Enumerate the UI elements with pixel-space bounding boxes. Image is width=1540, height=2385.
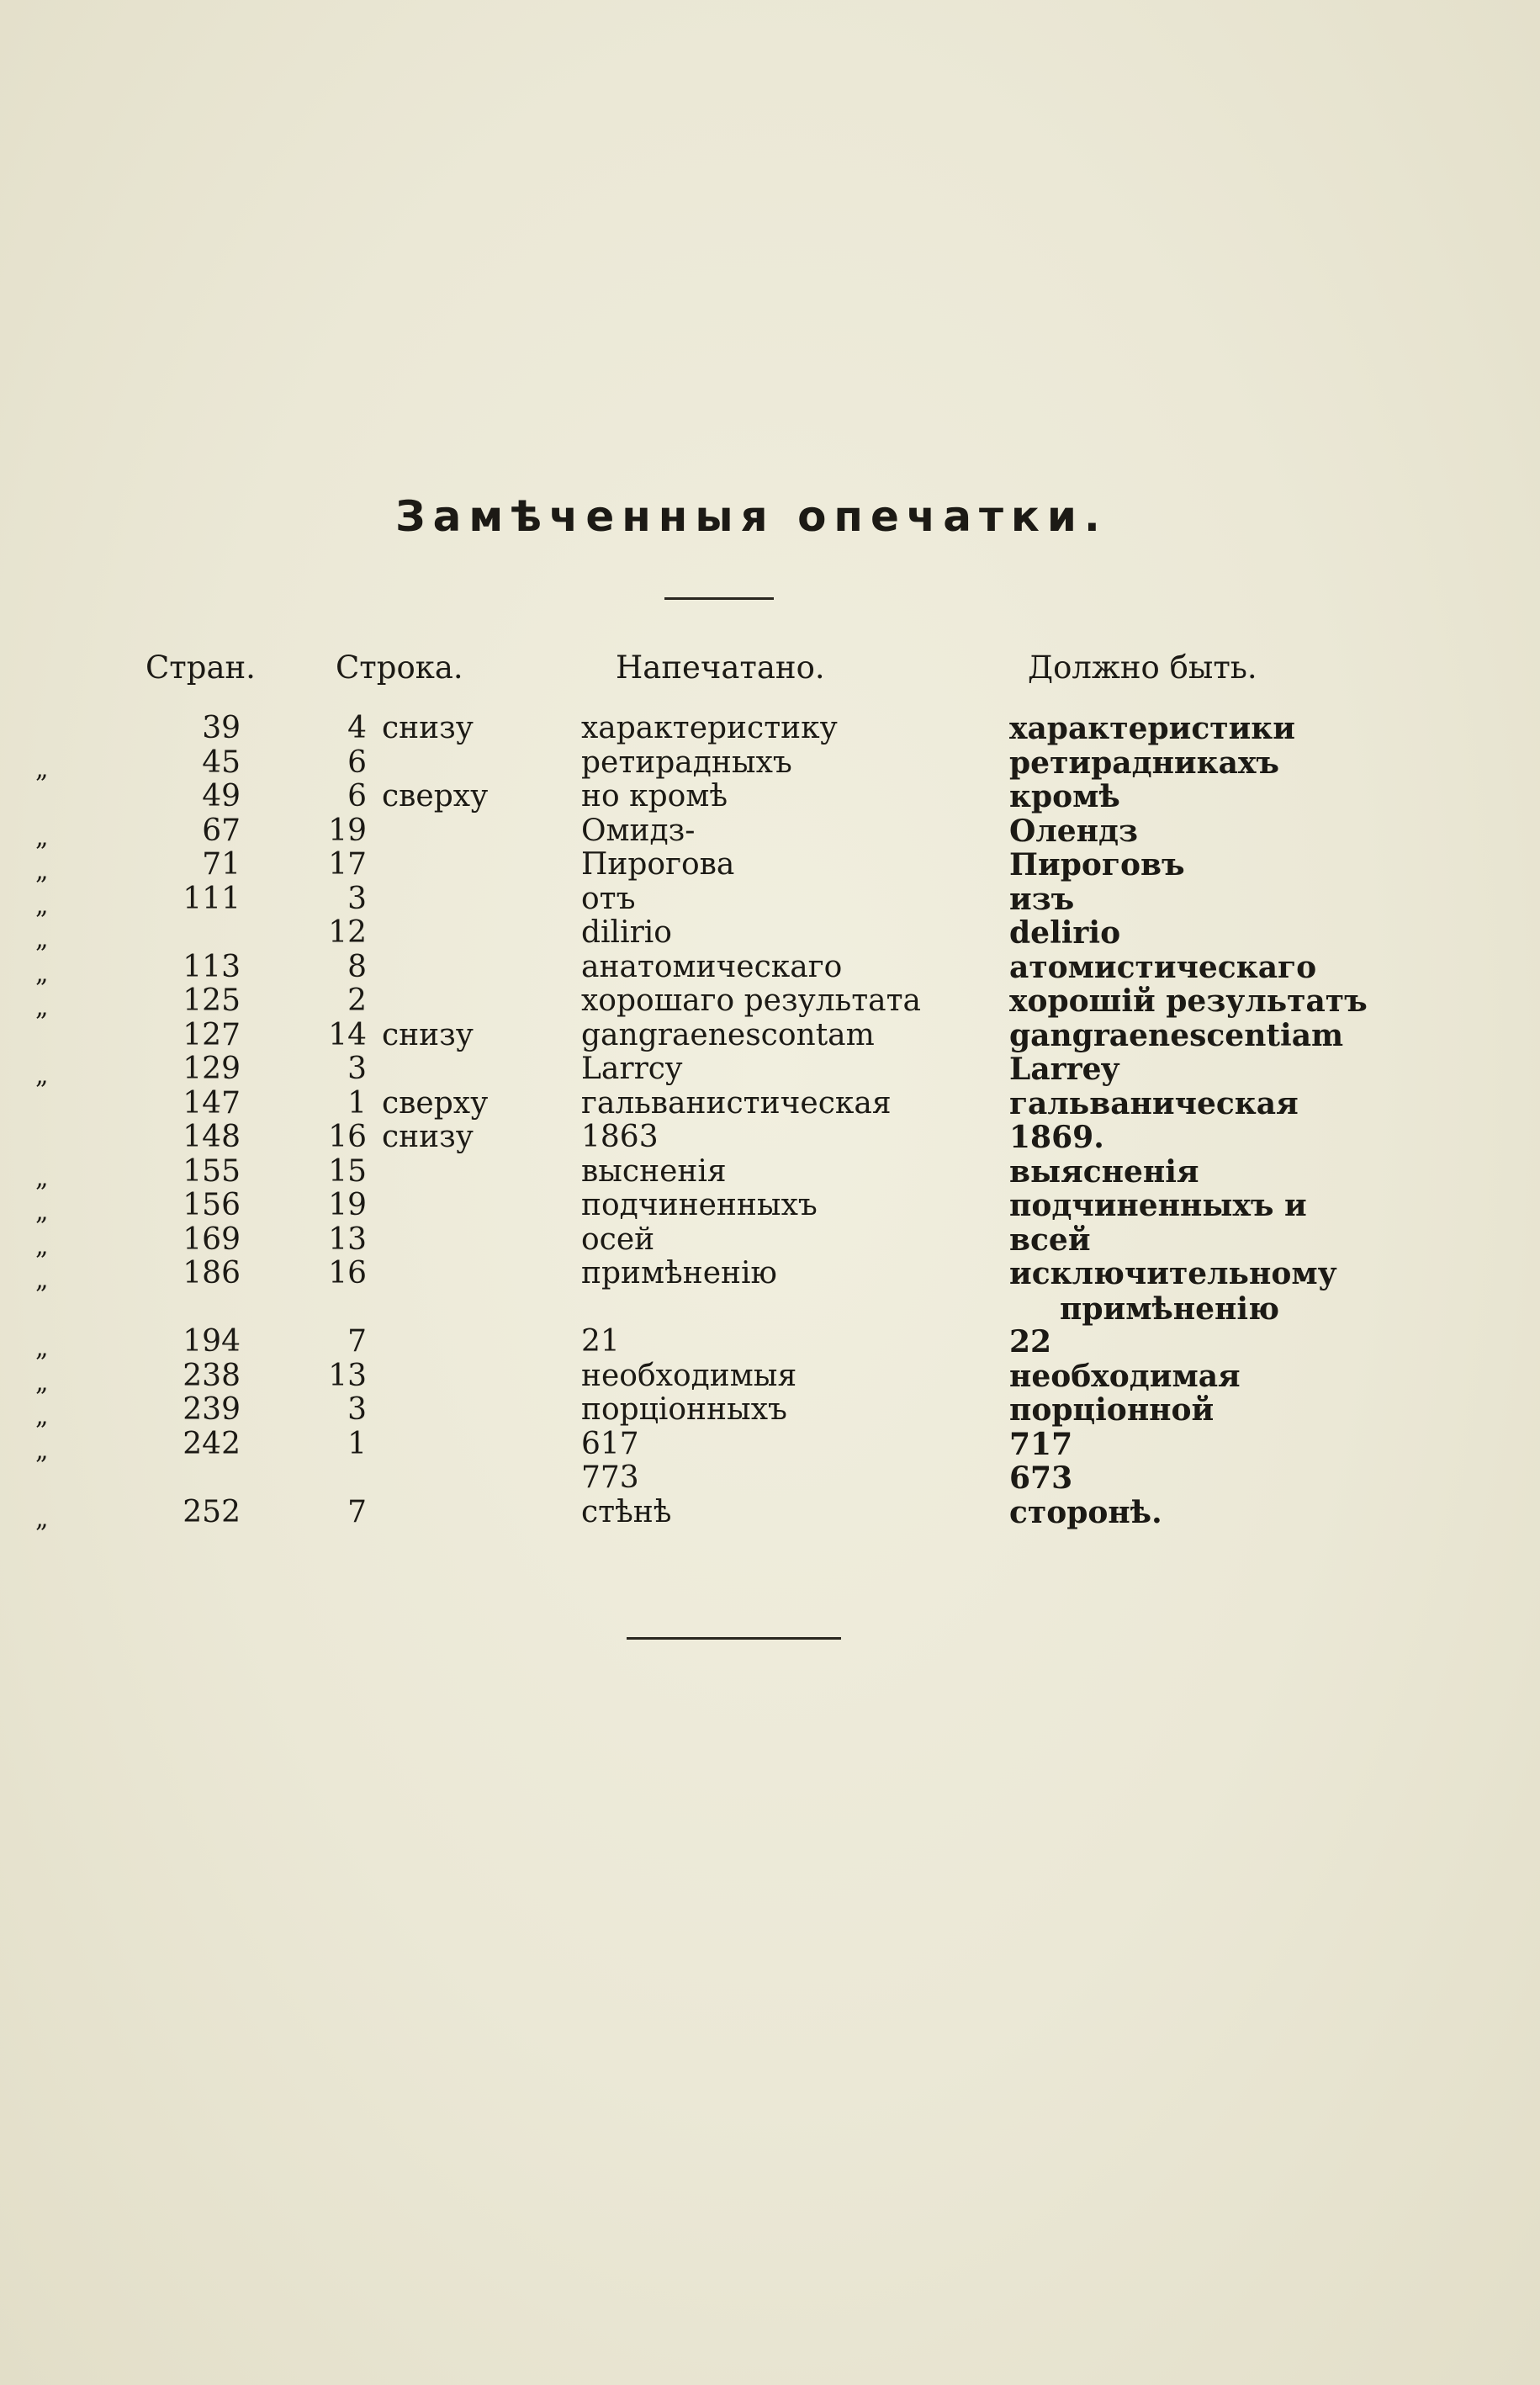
line-direction: „: [35, 958, 49, 988]
correct-text-line: примѣненію: [1060, 1291, 1279, 1327]
errata-row: [0, 779, 1540, 814]
line-direction: сверху: [382, 779, 489, 814]
errata-row: [0, 1494, 1540, 1534]
printed-text: 617: [581, 1426, 639, 1461]
correct-text-line: 673: [1009, 1460, 1073, 1496]
printed-text: Пирогова: [581, 847, 735, 882]
page-number: 49: [202, 779, 241, 814]
correct-text-line: гальваническая: [1009, 1085, 1299, 1121]
line-direction: „: [35, 1402, 49, 1431]
errata-table: [0, 711, 1540, 1534]
line-number: 16: [328, 1120, 367, 1154]
correct-text-line: необходимая: [1009, 1358, 1241, 1394]
line-direction: снизу: [382, 711, 474, 745]
printed-text: dilirio: [581, 915, 672, 950]
line-number: 8: [347, 949, 367, 984]
printed-text: стѣнѣ: [581, 1494, 672, 1529]
correct-text: [1009, 1324, 1051, 1359]
correct-text-line: подчиненныхъ и: [1009, 1188, 1307, 1223]
errata-row: [0, 915, 1540, 954]
printed-text: характеристику: [581, 711, 838, 745]
printed-text: Омидз-: [581, 813, 696, 848]
correct-text-line: 22: [1009, 1324, 1052, 1359]
page-number: 111: [183, 881, 241, 916]
correct-text: [1009, 1222, 1091, 1258]
errata-row: [0, 813, 1540, 852]
errata-row: [0, 847, 1540, 886]
page-number: 127: [183, 1017, 241, 1052]
correct-text-line: хорошій результатъ: [1009, 983, 1368, 1019]
line-number: 3: [347, 1392, 367, 1427]
line-number: 7: [347, 1324, 367, 1359]
line-number: 1: [347, 1085, 367, 1121]
line-number: 17: [328, 847, 367, 882]
page-number: 71: [202, 847, 241, 882]
printed-text: осей: [581, 1222, 655, 1257]
page-number: 155: [183, 1153, 241, 1189]
page-number: 45: [202, 745, 241, 780]
errata-row: [0, 1188, 1540, 1227]
line-number: 16: [328, 1256, 367, 1291]
errata-row: [0, 881, 1540, 920]
page-number: 156: [183, 1188, 241, 1222]
line-direction: „: [35, 1265, 49, 1295]
line-number: 6: [347, 745, 367, 780]
correct-text: [1009, 1460, 1072, 1496]
correct-text: [1009, 882, 1074, 917]
correct-text: [1009, 814, 1138, 849]
errata-row: [0, 1358, 1540, 1397]
page-number: 238: [183, 1358, 241, 1393]
correct-text: [1009, 1392, 1214, 1428]
correct-text: [1009, 779, 1120, 814]
correct-text: [1009, 1052, 1119, 1087]
correct-text-line: кромѣ: [1009, 779, 1120, 814]
printed-text: хорошаго результата: [581, 983, 921, 1018]
header-line: Строка.: [336, 649, 463, 686]
line-direction: снизу: [382, 1017, 474, 1052]
page-number: 113: [183, 949, 241, 984]
line-direction: сверху: [382, 1085, 489, 1121]
correct-text-line: ретирадникахъ: [1009, 745, 1280, 781]
line-direction: „: [35, 1435, 49, 1465]
page-number: 125: [183, 983, 241, 1018]
correct-text: [1009, 983, 1368, 1019]
printed-text: ретирадныхъ: [581, 745, 792, 780]
closing-rule: [627, 1637, 841, 1640]
correct-text-line: Пироговъ: [1009, 847, 1185, 882]
line-direction: „: [35, 1503, 49, 1534]
line-direction: „: [35, 925, 49, 954]
page-title: Замѣченныя опечатки.: [395, 492, 1108, 541]
page-number: 186: [183, 1256, 241, 1291]
errata-row: [0, 1460, 1540, 1495]
correct-text: [1009, 1154, 1199, 1190]
page-number: 67: [202, 813, 241, 848]
correct-text: [1009, 1359, 1241, 1394]
correct-text: [1009, 1256, 1337, 1327]
line-direction: снизу: [382, 1120, 474, 1154]
printed-text: высненія: [581, 1153, 727, 1189]
correct-text-line: атомистическаго: [1009, 949, 1317, 985]
line-number: 1: [347, 1426, 367, 1461]
correct-text: [1009, 1427, 1072, 1462]
line-number: 3: [347, 1052, 367, 1086]
correct-text: [1009, 1188, 1307, 1223]
printed-text: примѣненію: [581, 1256, 777, 1291]
correct-text: [1009, 1120, 1104, 1155]
errata-row: [0, 1153, 1540, 1193]
line-direction: „: [35, 1163, 49, 1193]
printed-text: необходимыя: [581, 1358, 797, 1393]
errata-row: [0, 1426, 1540, 1465]
printed-text: Larrcy: [581, 1052, 683, 1086]
printed-text: gangraenescontam: [581, 1017, 875, 1052]
printed-text: 1863: [581, 1120, 659, 1154]
printed-text: но кромѣ: [581, 779, 728, 814]
errata-row: [0, 1222, 1540, 1261]
header-printed: Напечатано.: [616, 649, 825, 686]
correct-text-line: 1869.: [1009, 1120, 1104, 1155]
correct-text: [1009, 745, 1279, 781]
printed-text: анатомическаго: [581, 949, 843, 984]
page-number: 239: [183, 1392, 241, 1427]
line-number: 15: [328, 1153, 367, 1189]
errata-row: [0, 1324, 1540, 1363]
line-direction: „: [35, 822, 49, 852]
page-number: 169: [183, 1222, 241, 1257]
correct-text: [1009, 915, 1120, 951]
printed-text: отъ: [581, 881, 636, 916]
line-direction: „: [35, 1367, 49, 1397]
page-number: 252: [183, 1494, 241, 1529]
correct-text-line: порціонной: [1009, 1392, 1215, 1428]
errata-row: [0, 1052, 1540, 1090]
correct-text-line: выясненія: [1009, 1153, 1199, 1190]
errata-row: [0, 949, 1540, 988]
correct-text-line: сторонѣ.: [1009, 1494, 1162, 1530]
printed-text: 21: [581, 1324, 620, 1359]
correct-text-line: Larrey: [1009, 1052, 1119, 1087]
correct-text-line: изъ: [1009, 881, 1075, 917]
correct-text: [1009, 1018, 1343, 1053]
line-number: 13: [328, 1358, 367, 1393]
header-page: Стран.: [146, 649, 256, 686]
errata-row: [0, 1392, 1540, 1431]
correct-text: [1009, 1495, 1162, 1530]
line-direction: „: [35, 856, 49, 886]
line-direction: „: [35, 1197, 49, 1227]
correct-text-line: Олендз: [1009, 813, 1138, 849]
line-number: 2: [347, 983, 367, 1018]
correct-text-line: delirio: [1009, 915, 1121, 951]
line-direction: „: [35, 1333, 49, 1363]
header-correct: Должно быть.: [1028, 649, 1257, 686]
correct-text: [1009, 1086, 1299, 1121]
line-direction: „: [35, 1231, 49, 1261]
correct-text: [1009, 847, 1185, 882]
page-number: 242: [183, 1426, 241, 1461]
errata-row: [0, 1086, 1540, 1121]
title-rule: [664, 597, 774, 600]
line-number: 7: [347, 1494, 367, 1529]
line-direction: „: [35, 993, 49, 1022]
printed-text: 773: [581, 1460, 639, 1495]
correct-text-line: 717: [1009, 1426, 1073, 1462]
page-number: 129: [183, 1052, 241, 1086]
printed-text: порціонныхъ: [581, 1392, 787, 1427]
page-number: 194: [183, 1324, 241, 1359]
printed-text: гальванистическая: [581, 1085, 892, 1121]
page-number: 39: [202, 711, 241, 745]
correct-text-line: характеристики: [1009, 711, 1295, 746]
line-direction: „: [35, 1061, 49, 1090]
line-number: 13: [328, 1222, 367, 1257]
correct-text-line: всей: [1009, 1222, 1091, 1258]
page-number: 147: [183, 1085, 241, 1121]
line-number: 4: [347, 711, 367, 745]
errata-row: [0, 745, 1540, 784]
correct-text: [1009, 950, 1316, 985]
line-number: 19: [328, 1188, 367, 1222]
errata-row: [0, 1120, 1540, 1154]
page-number: 148: [183, 1120, 241, 1154]
line-direction: „: [35, 890, 49, 920]
line-number: 12: [328, 915, 367, 950]
line-number: 19: [328, 813, 367, 848]
line-number: 6: [347, 779, 367, 814]
line-number: 3: [347, 881, 367, 916]
correct-text-line: gangraenescentiam: [1009, 1017, 1344, 1053]
printed-text: подчиненныхъ: [581, 1188, 818, 1222]
line-direction: „: [35, 754, 49, 784]
correct-text: [1009, 711, 1295, 746]
errata-row: [0, 983, 1540, 1022]
line-number: 14: [328, 1017, 367, 1052]
errata-row: [0, 711, 1540, 745]
correct-text-line: исключительному: [1009, 1256, 1337, 1291]
errata-row: [0, 1018, 1540, 1052]
errata-row: [0, 1256, 1540, 1327]
